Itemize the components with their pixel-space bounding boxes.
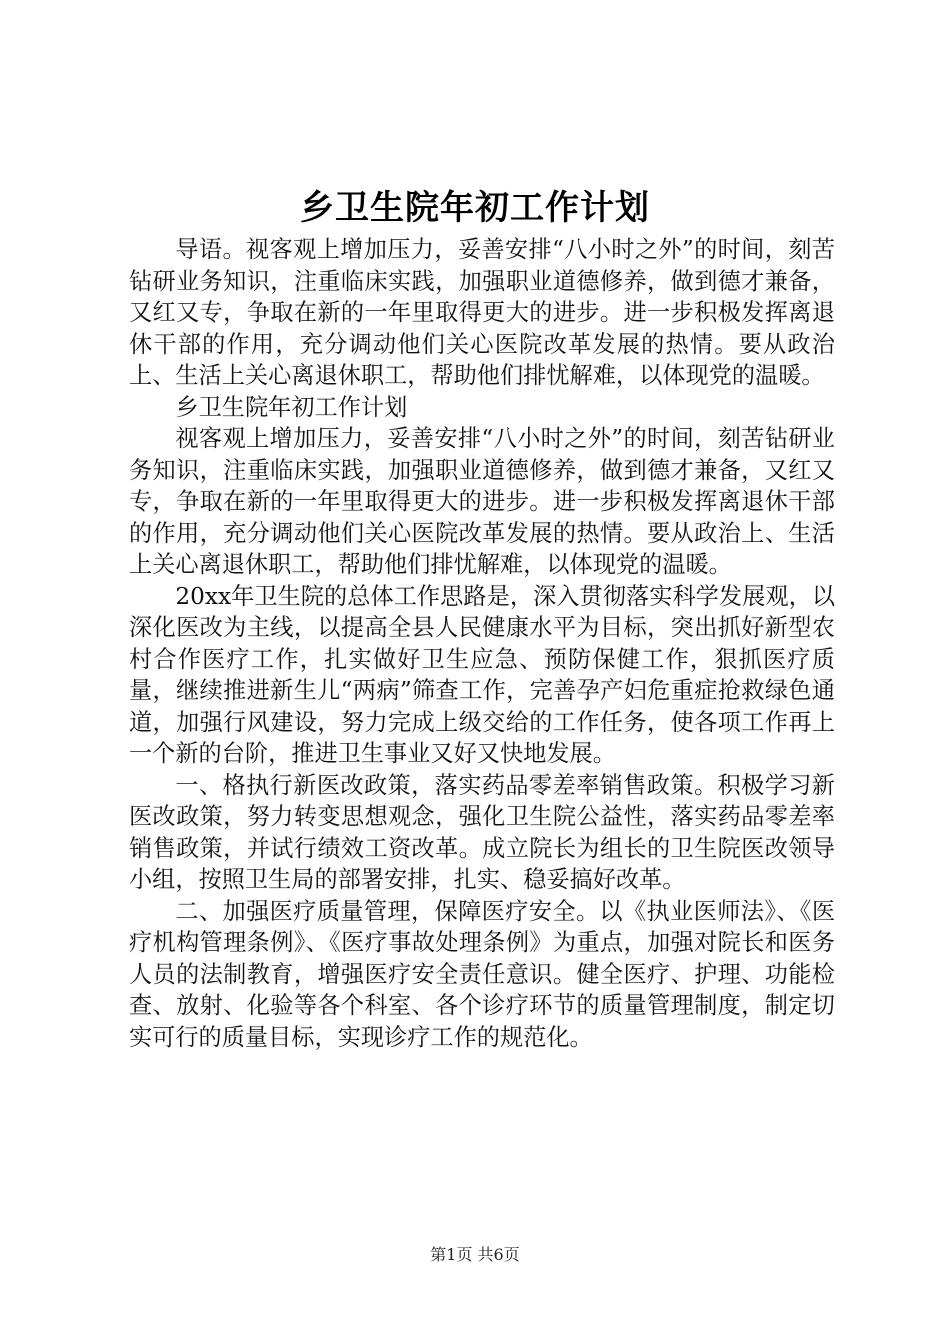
body-paragraph-2: 20xx年卫生院的总体工作思路是，深入贯彻落实科学发展观，以深化医改为主线，以提高全县人民健康水平为目标，突出抓好新型农村合作医疗工作，扎实做好卫生应急、预防保健工作，狠抓医疗质量，继续推进新生儿“两病”筛查工作，完善孕产妇危重症抢救绿色通道，加强行风建设，努力完成上级交给的工作任务，使各项工作再上一个新的台阶，推进卫生事业又好又快地发展。 xyxy=(129,582,835,767)
page-number-footer: 第1页 共6页 xyxy=(430,1245,520,1264)
section-one-paragraph: 一、格执行新医改政策，落实药品零差率销售政策。积极学习新医改政策，努力转变思想观念，强化卫生院公益性，落实药品零差率销售政策，并试行绩效工资改革。成立院长为组长的卫生院医改领导小组，按照卫生局的部署安排，扎实、稳妥搞好改革。 xyxy=(129,771,835,893)
document-body xyxy=(129,234,835,1053)
document-title: 乡卫生院年初工作计划 xyxy=(300,188,650,228)
intro-paragraph: 导语。视客观上增加压力，妥善安排“八小时之外”的时间，刻苦钻研业务知识，注重临床实践，加强职业道德修养，做到德才兼备，又红又专，争取在新的一年里取得更大的进步。进一步积极发挥离退休干部的作用，充分调动他们关心医院改革发展的热情。要从政治上、生活上关心离退休职工，帮助他们排忧解难，以体现党的温暖。 xyxy=(129,236,835,389)
section-two-paragraph: 二、加强医疗质量管理，保障医疗安全。以《执业医师法》、《医疗机构管理条例》、《医疗事故处理条例》为重点，加强对院长和医务人员的法制教育，增强医疗安全责任意识。健全医疗、护理、功能检查、放射、化验等各个科室、各个诊疗环节的质量管理制度，制定切实可行的质量目标，实现诊疗工作的规范化。 xyxy=(129,897,835,1051)
subtitle-paragraph: 乡卫生院年初工作计划 xyxy=(175,393,408,421)
body-paragraph-1: 视客观上增加压力，妥善安排“八小时之外”的时间，刻苦钻研业务知识，注重临床实践，加强职业道德修养，做到德才兼备，又红又专，争取在新的一年里取得更大的进步。进一步积极发挥离退休干部的作用，充分调动他们关心医院改革发展的热情。要从政治上、生活上关心离退休职工，帮助他们排忧解难，以体现党的温暖。 xyxy=(129,425,835,578)
